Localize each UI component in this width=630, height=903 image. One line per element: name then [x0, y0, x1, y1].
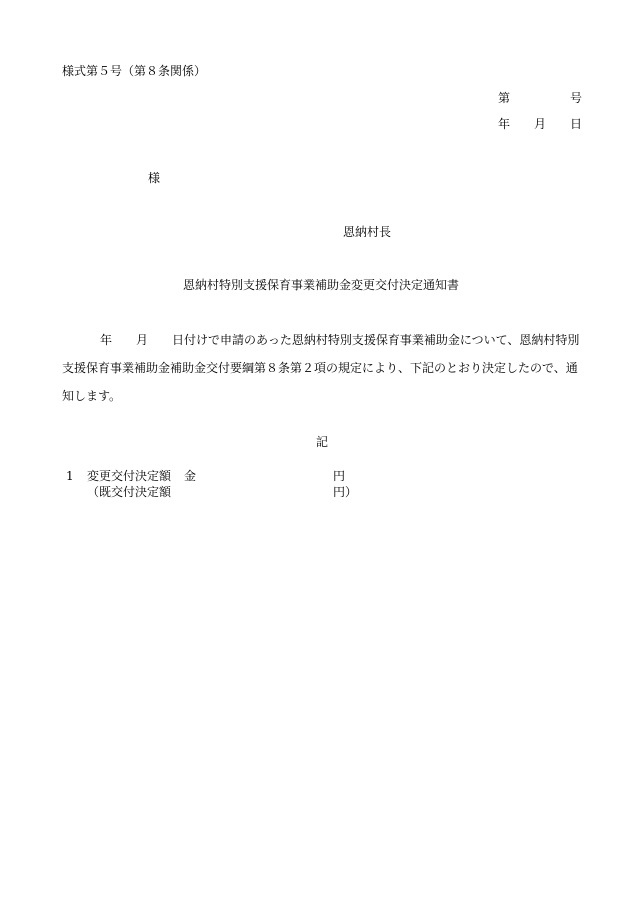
- sender-name: 恩納村長: [343, 225, 392, 239]
- item-previous-amount-label: （既交付決定額: [87, 485, 172, 499]
- body-year-label: 年: [100, 333, 113, 347]
- item-kin-label: 金: [184, 469, 197, 483]
- date-year-label: 年: [498, 117, 511, 131]
- body-line-2: [62, 354, 584, 382]
- body-line-2-text: 支援保育事業補助金補助金交付要綱第８条第２項の規定により、下記のとおり決定したので、通: [62, 361, 578, 375]
- document-title: 恩納村特別支援保育事業補助金変更交付決定通知書: [183, 278, 460, 292]
- body-month-label: 月: [136, 333, 149, 347]
- doc-number-suffix: 号: [570, 91, 583, 105]
- date-day-label: 日: [570, 117, 583, 131]
- item-number: 1: [66, 469, 74, 483]
- ki-heading: 記: [316, 435, 329, 449]
- recipient-honorific: 様: [148, 171, 161, 185]
- item-previous-yen-label: 円）: [333, 485, 358, 499]
- body-paragraph: [62, 326, 584, 410]
- form-title: 様式第５号（第８条関係）: [62, 64, 207, 78]
- body-line-3-text: 知します。: [62, 389, 122, 403]
- doc-number-prefix: 第: [498, 91, 511, 105]
- body-line-3: [62, 382, 584, 410]
- body-line-1: [62, 326, 584, 354]
- body-line-1-text: 日付けで申請のあった恩納村特別支援保育事業補助金について、恩納村特別: [172, 333, 580, 347]
- item-changed-amount-label: 変更交付決定額: [87, 469, 172, 483]
- item-yen-label: 円: [333, 469, 346, 483]
- date-month-label: 月: [534, 117, 547, 131]
